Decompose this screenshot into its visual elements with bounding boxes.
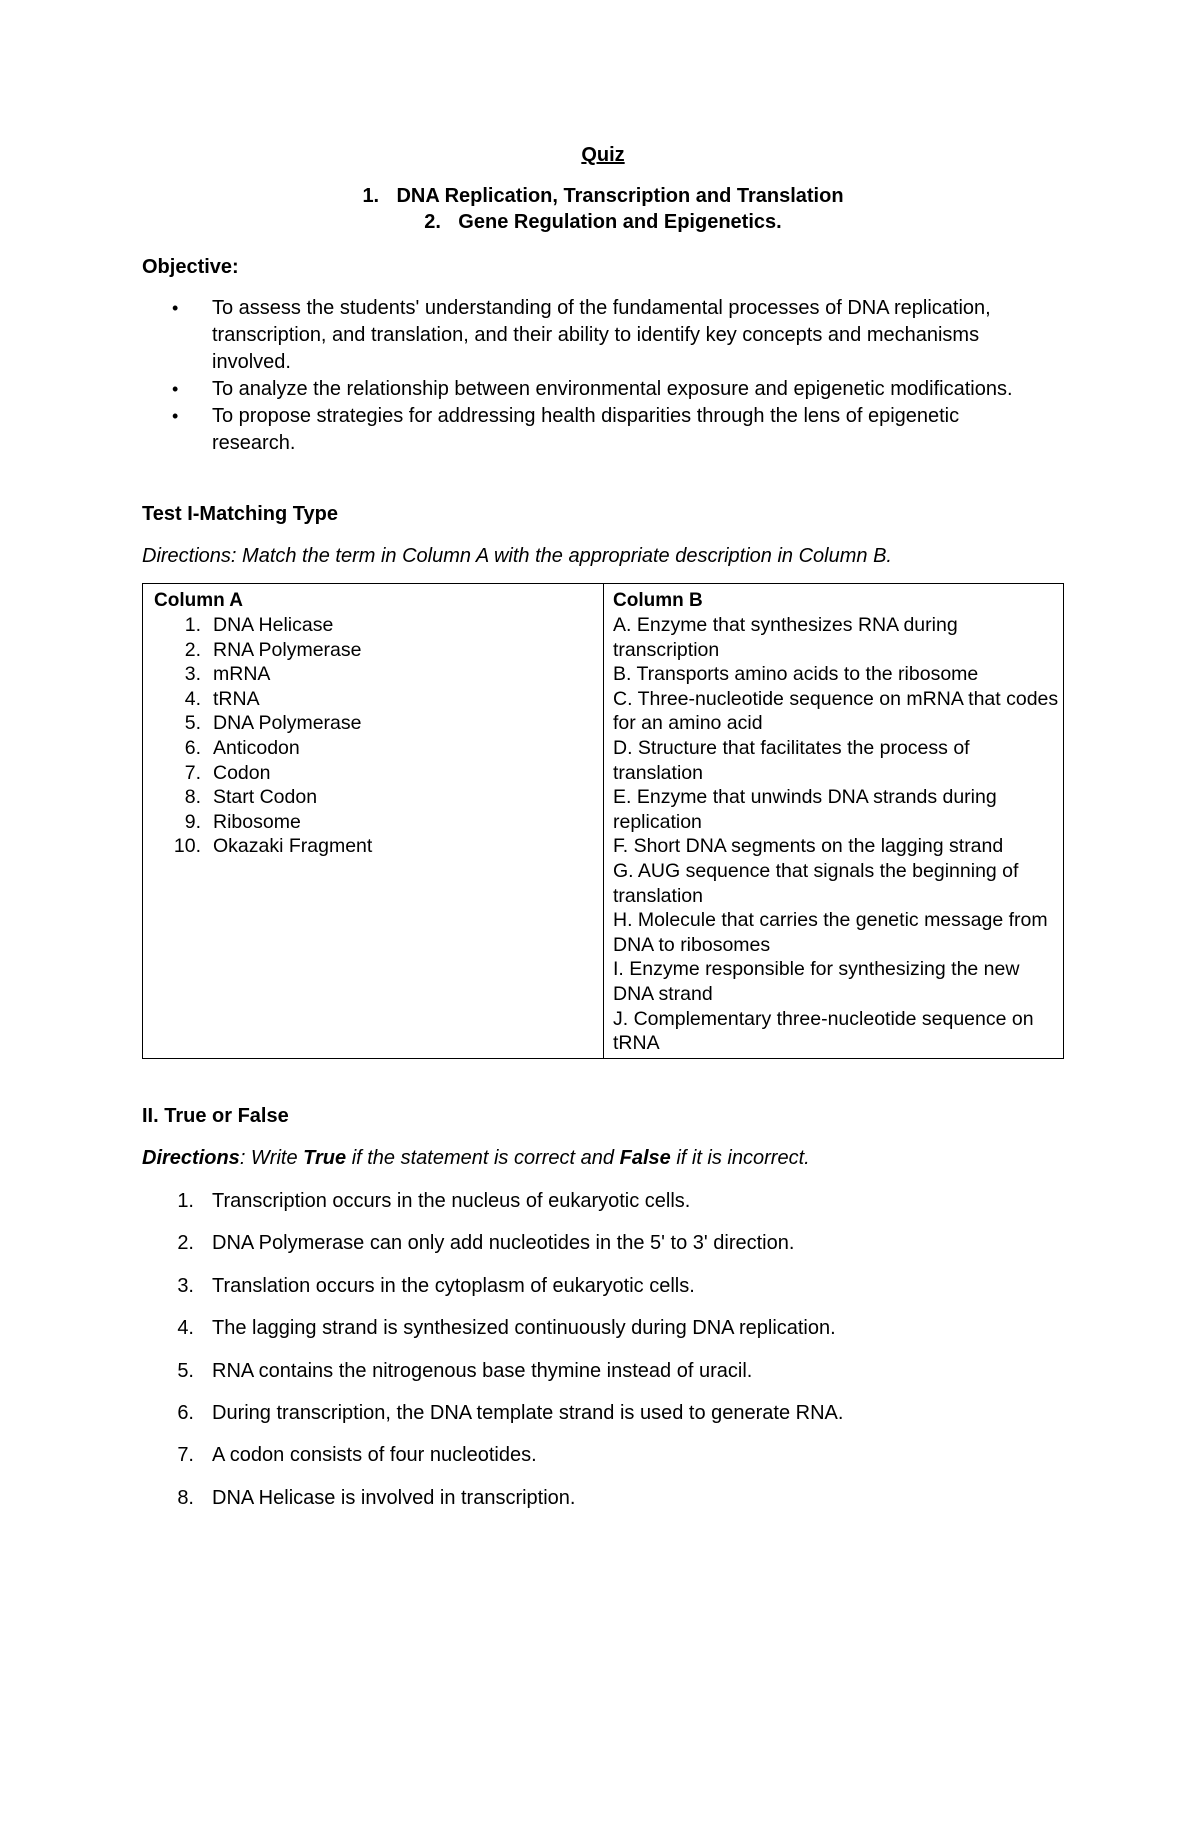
term: Codon — [213, 761, 271, 784]
item-number: 2. — [184, 638, 201, 661]
true-false-item — [142, 1485, 843, 1527]
term: Start Codon — [213, 786, 318, 809]
item-number: 5. — [184, 712, 201, 735]
directions-label: Directions — [142, 1147, 240, 1169]
objective-text: To analyze the relationship between environmental exposure and epigenetic modifications. — [212, 378, 1013, 400]
column-a-item — [154, 785, 603, 810]
column-b-item: I. Enzyme responsible for synthesizing the new DNA strand — [613, 958, 1020, 1005]
statement: RNA contains the nitrogenous base thymine instead of uracil. — [212, 1359, 753, 1382]
objective-text: To assess the students' understanding of the fundamental processes of DNA replication, transcription, and translation, and their ability to identify key concepts and mechanisms involved. — [212, 297, 991, 373]
statement: During transcription, the DNA template strand is used to generate RNA. — [212, 1401, 844, 1424]
directions-text: if the statement is correct and — [346, 1147, 620, 1169]
objective-list — [142, 295, 1064, 457]
column-a-header: Column A — [154, 590, 244, 611]
item-number: 8. — [184, 786, 201, 809]
test2-directions — [142, 1145, 810, 1171]
term: mRNA — [213, 663, 271, 686]
item-number: 3. — [177, 1274, 194, 1297]
column-b-item: J. Complementary three-nucleotide sequence on tRNA — [613, 1007, 1034, 1055]
column-a-item — [154, 687, 603, 712]
directions-text: : Write — [239, 1147, 304, 1169]
objective-item — [142, 295, 1022, 376]
column-b-item: H. Molecule that carries the genetic message from DNA to ribosomes — [613, 909, 1048, 956]
column-b-item: F. Short DNA segments on the lagging strand — [613, 835, 1004, 858]
item-number: 10. — [173, 835, 201, 858]
statement: DNA Polymerase can only add nucleotides in the 5' to 3' direction. — [212, 1232, 795, 1255]
term: tRNA — [213, 687, 260, 710]
statement: Translation occurs in the cytoplasm of eukaryotic cells. — [212, 1274, 695, 1297]
true-word: True — [303, 1147, 347, 1169]
objective-item — [142, 376, 1022, 403]
column-b-item: E. Enzyme that unwinds DNA strands during replication — [613, 786, 997, 833]
item-number: 8. — [177, 1486, 194, 1509]
topic-number: 2. — [424, 211, 441, 233]
column-a-item — [154, 761, 603, 786]
true-false-item — [142, 1400, 843, 1442]
term: Ribosome — [213, 810, 301, 833]
item-number: 4. — [184, 687, 201, 710]
column-a-item — [154, 638, 603, 663]
bullet-icon: • — [172, 406, 179, 426]
item-number: 3. — [184, 663, 201, 686]
item-number: 1. — [177, 1190, 194, 1212]
item-number: 7. — [184, 761, 201, 784]
topic-list — [142, 183, 1064, 235]
column-b-item: A. Enzyme that synthesizes RNA during transcription — [613, 614, 958, 661]
statement: Transcription occurs in the nucleus of eukaryotic cells. — [212, 1190, 691, 1212]
term: DNA Helicase — [213, 614, 334, 636]
column-a-item — [154, 810, 603, 835]
topic-item — [142, 183, 1064, 209]
item-number: 5. — [177, 1359, 194, 1382]
column-a-item — [154, 662, 603, 687]
item-number: 1. — [184, 614, 201, 636]
topic-text: DNA Replication, Transcription and Translation — [396, 185, 844, 207]
bullet-icon: • — [172, 379, 179, 399]
column-a-item — [154, 613, 603, 638]
item-number: 6. — [177, 1401, 194, 1424]
item-number: 7. — [177, 1444, 194, 1467]
column-b-item: C. Three-nucleotide sequence on mRNA that codes for an amino acid — [613, 687, 1059, 735]
directions-text: if it is incorrect. — [670, 1147, 810, 1169]
column-b — [604, 584, 1063, 1058]
matching-table — [142, 583, 1064, 1059]
column-b-item: G. AUG sequence that signals the beginning of translation — [613, 859, 1019, 907]
topic-number: 1. — [362, 185, 380, 207]
true-false-item — [142, 1188, 843, 1230]
column-b-item: B. Transports amino acids to the ribosome — [613, 663, 979, 686]
objective-text: To propose strategies for addressing health disparities through the lens of epigenetic research. — [212, 405, 960, 454]
column-b-item: D. Structure that facilitates the process of translation — [613, 736, 970, 784]
item-number: 6. — [184, 736, 201, 759]
true-false-item — [142, 1442, 843, 1484]
true-false-list — [142, 1188, 843, 1527]
column-a-item — [154, 711, 603, 736]
item-number: 2. — [177, 1232, 194, 1255]
true-false-item — [142, 1358, 843, 1400]
column-b-header: Column B — [613, 590, 703, 611]
term: DNA Polymerase — [213, 712, 362, 735]
term: Okazaki Fragment — [213, 835, 373, 858]
true-false-item — [142, 1273, 843, 1315]
column-a — [143, 584, 604, 1058]
test1-directions: Directions: Match the term in Column A with the appropriate description in Column B. — [142, 545, 892, 567]
column-a-item — [154, 834, 603, 859]
test1-heading: Test I-Matching Type — [142, 503, 338, 525]
bullet-icon: • — [172, 298, 179, 318]
item-number: 4. — [177, 1317, 194, 1340]
topic-item — [142, 209, 1064, 235]
statement: A codon consists of four nucleotides. — [212, 1444, 537, 1467]
true-false-item — [142, 1315, 843, 1357]
term: Anticodon — [213, 736, 300, 759]
true-false-item — [142, 1230, 843, 1272]
column-a-item — [154, 736, 603, 761]
statement: The lagging strand is synthesized continuously during DNA replication. — [212, 1317, 836, 1340]
false-word: False — [619, 1147, 671, 1169]
item-number: 9. — [184, 810, 201, 833]
objective-item — [142, 403, 1022, 457]
test2-heading: II. True or False — [142, 1105, 289, 1127]
topic-text: Gene Regulation and Epigenetics. — [458, 211, 782, 233]
term: RNA Polymerase — [213, 638, 362, 661]
quiz-title: Quiz — [581, 144, 625, 166]
objective-heading: Objective: — [142, 256, 239, 278]
statement: DNA Helicase is involved in transcription. — [212, 1486, 576, 1509]
column-a-list — [154, 613, 603, 859]
